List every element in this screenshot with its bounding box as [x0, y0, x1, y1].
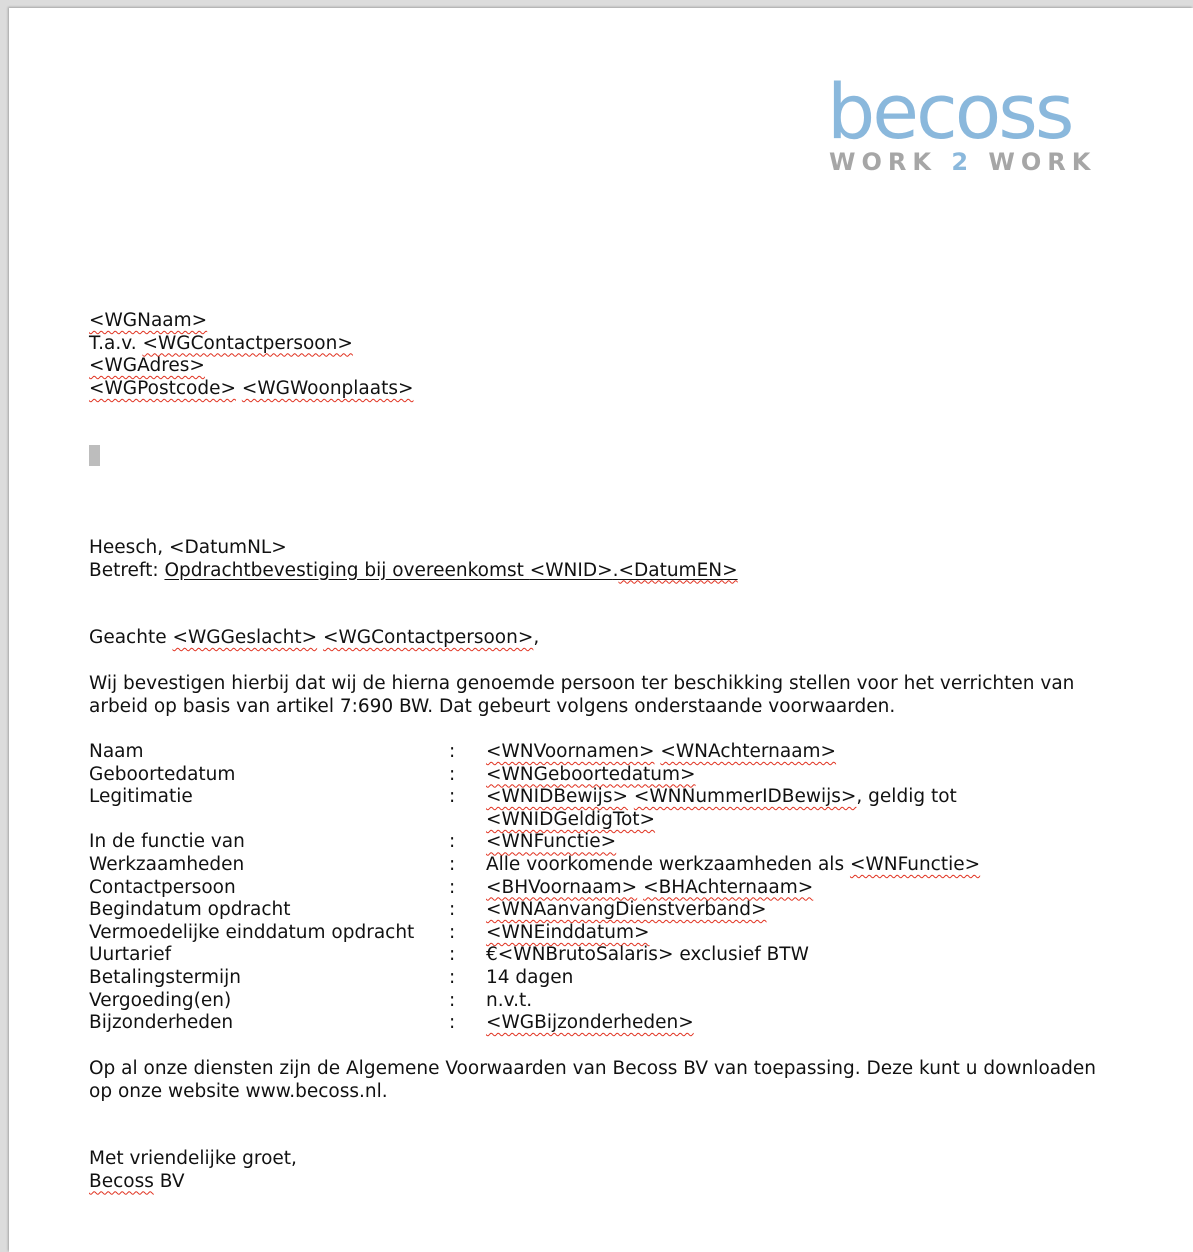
term-value	[486, 741, 1106, 764]
term-label: Naam	[89, 741, 144, 762]
groet: Met vriendelijke groet,	[89, 1148, 297, 1169]
field-wnvoornamen: <WNVoornamen>	[486, 741, 655, 762]
tav-label: T.a.v.	[89, 332, 143, 354]
term-row-betalingstermijn	[89, 967, 1106, 990]
place-date-line	[89, 537, 738, 560]
terms-table	[89, 741, 1106, 1035]
term-row-bijzonderheden	[89, 1012, 1106, 1035]
logo-tagline-work: WORK	[829, 148, 937, 176]
geldig-tot-text: , geldig tot	[856, 786, 957, 808]
term-colon: :	[449, 831, 456, 853]
term-colon: :	[449, 1012, 456, 1034]
field-wgadres: <WGAdres>	[89, 355, 205, 377]
term-colon: :	[449, 763, 456, 785]
document-page	[9, 8, 1193, 1252]
term-row-contactpersoon	[89, 877, 1106, 900]
field-bhvoornaam: <BHVoornaam>	[486, 876, 638, 898]
term-colon: :	[449, 921, 456, 943]
term-label: Werkzaamheden	[89, 853, 245, 875]
intro-paragraph: Wij bevestigen hierbij dat wij de hierna genoemde persoon ter beschikking stellen voor het verrichten van arbeid op basis van artikel 7:690 BW. Dat gebeurt volgens onderstaande voorwaarden.	[89, 673, 1075, 717]
term-label: Geboortedatum	[89, 763, 236, 785]
field-wggeslacht: <WGGeslacht>	[172, 627, 318, 648]
term-colon: :	[449, 853, 456, 875]
term-row-vergoedingen	[89, 990, 1106, 1013]
company-suffix: BV	[153, 1170, 185, 1192]
term-row-einddatum	[89, 922, 1106, 945]
logo-tagline-work-2: WORK	[988, 148, 1097, 176]
field-wnnummeridbewijs: <WNNummerIDBewijs>	[633, 786, 857, 808]
place: Heesch,	[89, 537, 169, 558]
field-wnfunctie: <WNFunctie>	[486, 831, 617, 853]
term-row-begindatum	[89, 899, 1106, 922]
term-colon: :	[449, 989, 456, 1011]
term-value	[486, 899, 1106, 922]
term-value: 14 dagen	[486, 966, 574, 988]
field-wgpostcode: <WGPostcode>	[89, 377, 236, 399]
closing-paragraph: Op al onze diensten zijn de Algemene Voorwaarden van Becoss BV van toepassing. Deze kunt u downloaden op onze website www.becoss.nl.	[89, 1058, 1096, 1102]
field-wnaanvangdienstverband: <WNAanvangDienstverband>	[486, 899, 767, 921]
term-row-naam	[89, 741, 1106, 764]
term-label: Begindatum opdracht	[89, 899, 291, 921]
field-wnachternaam: <WNAchternaam>	[660, 741, 837, 762]
term-colon: :	[449, 899, 456, 921]
signoff	[89, 1148, 297, 1193]
logo-tagline	[829, 150, 1096, 174]
field-wgnaam: <WGNaam>	[89, 310, 208, 331]
term-row-functie	[89, 831, 1106, 854]
logo-brand: becoss	[827, 67, 1072, 156]
becoss-logo	[827, 67, 1143, 178]
address-line-tav	[89, 333, 414, 356]
betreft-label: Betreft:	[89, 559, 165, 581]
company-name: Becoss	[89, 1170, 154, 1192]
salutation-comma: ,	[533, 627, 540, 648]
company-line	[89, 1171, 297, 1194]
address-line-adres	[89, 355, 414, 378]
address-line-postcode	[89, 378, 414, 401]
term-value	[486, 764, 1106, 787]
term-colon: :	[449, 786, 456, 808]
field-bhachternaam: <BHAchternaam>	[643, 876, 814, 898]
subject	[164, 560, 737, 581]
term-label: Vergoeding(en)	[89, 989, 232, 1011]
subject-line	[89, 560, 738, 583]
salutation	[89, 627, 539, 650]
term-row-werkzaamheden	[89, 854, 1106, 877]
text-cursor[interactable]	[89, 445, 100, 466]
term-value	[486, 854, 1106, 877]
recipient-address	[89, 310, 414, 400]
term-value	[486, 1012, 1106, 1035]
term-label: In de functie van	[89, 831, 245, 853]
logo-tagline-two: 2	[951, 148, 975, 176]
geachte: Geachte	[89, 627, 173, 648]
term-value	[486, 922, 1106, 945]
werkzaamheden-text: Alle voorkomende werkzaamheden als	[486, 853, 850, 875]
field-wnfunctie-2: <WNFunctie>	[849, 853, 981, 875]
term-colon: :	[449, 966, 456, 988]
address-line-naam	[89, 310, 414, 333]
field-wgcontactpersoon: <WGContactpersoon>	[142, 332, 353, 354]
field-wgcontactpersoon-salutation: <WGContactpersoon>	[322, 627, 534, 648]
field-wngeboortedatum: <WNGeboortedatum>	[486, 763, 696, 785]
field-wgbijzonderheden: <WGBijzonderheden>	[486, 1012, 694, 1034]
term-row-geboortedatum	[89, 764, 1106, 787]
field-datumnl: <DatumNL>	[168, 537, 287, 558]
term-label: Bijzonderheden	[89, 1012, 234, 1034]
term-label: Contactpersoon	[89, 876, 236, 898]
field-wnidgeldigtot: <WNIDGeldigTot>	[486, 808, 656, 830]
term-value: €<WNBrutoSalaris> exclusief BTW	[486, 944, 809, 966]
term-value	[486, 786, 1106, 831]
term-value	[486, 831, 1106, 854]
term-label: Legitimatie	[89, 786, 193, 808]
term-row-legitimatie	[89, 786, 1106, 831]
term-label: Uurtarief	[89, 944, 172, 966]
letter-header	[89, 537, 738, 582]
term-value: n.v.t.	[486, 989, 533, 1011]
field-wnidbewijs: <WNIDBewijs>	[486, 786, 628, 808]
term-value	[486, 877, 1106, 900]
term-label: Vermoedelijke einddatum opdracht	[89, 921, 415, 943]
field-datumen: <DatumEN>	[618, 559, 738, 581]
term-colon: :	[449, 741, 456, 762]
field-wgwoonplaats: <WGWoonplaats>	[241, 377, 414, 399]
term-colon: :	[449, 944, 456, 966]
subject-separator: .	[612, 559, 619, 581]
term-label: Betalingstermijn	[89, 966, 241, 988]
term-row-uurtarief	[89, 944, 1106, 967]
subject-text: Opdrachtbevestiging bij overeenkomst	[164, 559, 530, 581]
field-wnid: <WNID>	[529, 559, 613, 581]
salutation-line	[89, 627, 539, 650]
term-colon: :	[449, 876, 456, 898]
field-wneinddatum: <WNEinddatum>	[486, 921, 650, 943]
